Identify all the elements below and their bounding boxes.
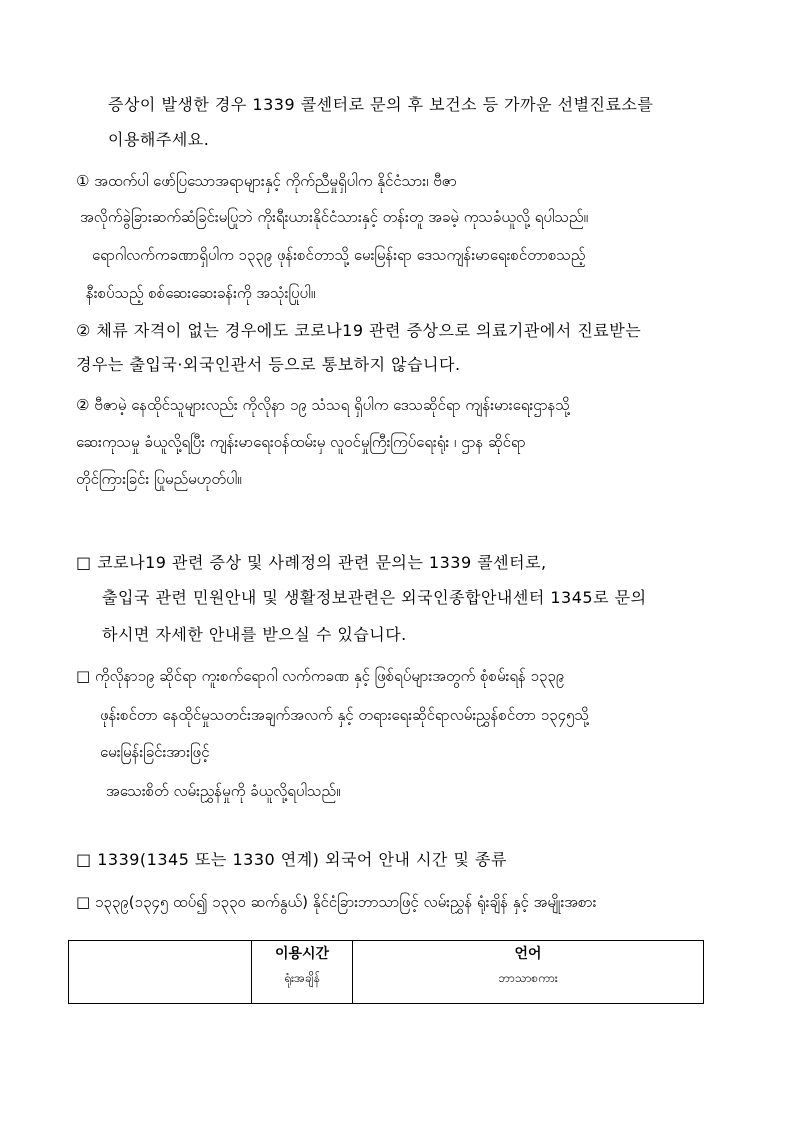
korean-paragraph-line: 증상이 발생한 경우 1339 콜센터로 문의 후 보건소 등 가까운 선별진료소를 [108,95,654,114]
table-header-usage-time: 이용시간 [274,946,330,962]
table-header-language: 언어 [514,946,542,962]
burmese-paragraph-line: ① အထက်ပါ ဖော်ပြသောအရာများနှင့် ကိုက်ညီမှုရှိပါက နိုင်ငံသား၊ ဗီဇာ [76,172,457,190]
table-subheader-language: ဘာသာစကား [498,971,558,985]
burmese-paragraph-line: ရောဂါလက်ကခဏာရှိပါက ၁၃၃၉ ဖုန်းစင်တာသို့ မေးမြန်းရာ ဒေသကျန်းမာရေးစင်တာစသည့် [92,246,586,264]
korean-paragraph-line: ② 체류 자격이 없는 경우에도 코로나19 관련 증상으로 의료기관에서 진료받는 [76,321,642,340]
table-cell-empty [69,941,252,1004]
table-row [69,941,704,1004]
burmese-paragraph-line: မေးမြန်းခြင်းအားဖြင့် [100,743,210,761]
burmese-paragraph-line: ဖုန်းစင်တာ နေထိုင်မှုသတင်းအချက်အလက် နှင့် တရားရေးဆိုင်ရာလမ်းညွှန်စင်တာ ၁၃၄၅သို့ [100,706,589,724]
burmese-paragraph-line: အသေးစိတ် လမ်းညွှန်မှုကို ခံယူလို့ရပါသည်။ [106,782,341,800]
table-cell-usage-time [252,941,353,1004]
burmese-bullet-line: □ ၁၃၃၉(၁၃၄၅ ထပ်၍ ၁၃၃၀ ဆက်နွယ်) နိုင်ငံခြားဘာသာဖြင့် လမ်းညွှန် ရုံးချိန် နှင့် အမျိုးအစား [76,893,597,911]
service-time-language-table [68,940,704,1004]
table-subheader-usage-time: ရုံးအချိန် [284,971,320,985]
table-cell-language [353,941,704,1004]
burmese-paragraph-line: နီးစပ်သည့် စစ်ဆေးဆေးခန်းကို အသုံးပြုပါ။ [86,284,316,302]
burmese-paragraph-line: အလိုက်ခွဲခြားဆက်ဆံခြင်းမပြုဘဲ ကိုးရီးယားနိုင်ငံသားနှင့် တန်းတူ အခမဲ့ ကုသခံယူလို့ ရပါသည်။ [80,208,589,226]
korean-bullet-line: □ 코로나19 관련 증상 및 사례정의 관련 문의는 1339 콜센터로, [76,553,547,572]
korean-paragraph-line: 출입국 관련 민원안내 및 생활정보관련은 외국인종합안내센터 1345로 문의 [102,588,647,607]
burmese-paragraph-line: ဆေးကုသမှု ခံယူလို့ရပြီး ကျန်းမာရေးဝန်ထမ်းမှ လူဝင်မှုကြီးကြပ်ရေးရုံး ၊ ဌာန ဆိုင်ရာ [76,433,526,451]
burmese-paragraph-line: တိုင်ကြားခြင်း ပြုမည်မဟုတ်ပါ။ [76,470,242,488]
korean-paragraph-line: 경우는 출입국·외국인관서 등으로 통보하지 않습니다. [76,355,461,374]
korean-bullet-line: □ 1339(1345 또는 1330 연계) 외국어 안내 시간 및 종류 [76,850,507,869]
burmese-bullet-line: □ ကိုလိုနာ၁၉ ဆိုင်ရာ ကူးစက်ရောဂါ လက်ကခဏ နှင့် ဖြစ်ရပ်များအတွက် စုံစမ်းရန် ၁၃၃၉ [76,667,565,685]
burmese-paragraph-line: ② ဗီဇာမဲ့ နေထိုင်သူများလည်း ကိုလိုနာ ၁၉ သံသရ ရှိပါက ဒေသဆိုင်ရာ ကျန်းမားရေးဌာနသို့ [76,396,570,414]
korean-paragraph-line: 이용해주세요. [108,130,210,149]
korean-paragraph-line: 하시면 자세한 안내를 받으실 수 있습니다. [102,625,407,644]
